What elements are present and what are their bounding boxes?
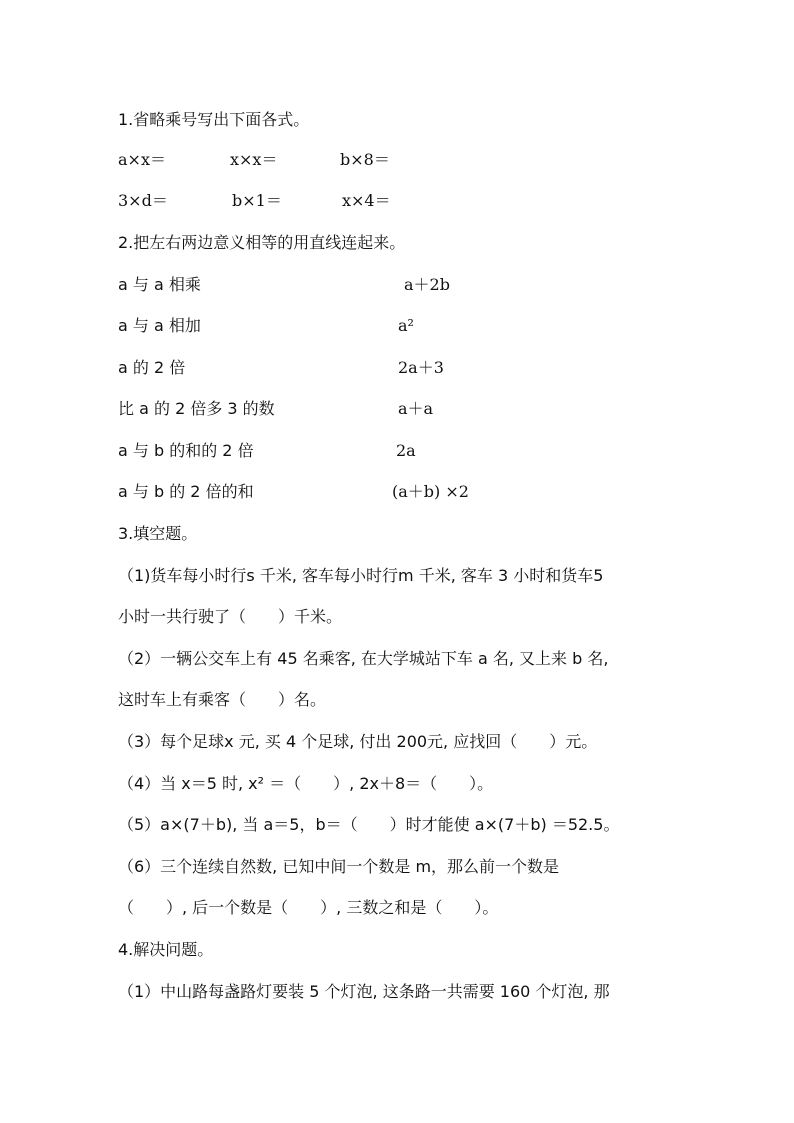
q3-line: （2）一辆公交车上有 45 名乘客, 在大学城站下车 a 名, 又上来 b 名, [118, 649, 609, 668]
q2-left-item: a 与 b 的 2 倍的和 [118, 482, 254, 501]
q1-item: b×8＝ [340, 150, 390, 169]
q2-left-item: 比 a 的 2 倍多 3 的数 [118, 399, 275, 418]
q2-right-item: (a＋b) ×2 [392, 482, 469, 501]
q1-item: b×1＝ [232, 191, 282, 210]
q3-line: 小时一共行驶了（ ）千米。 [118, 607, 343, 626]
q4-line: （1）中山路每盏路灯要装 5 个灯泡, 这条路一共需要 160 个灯泡, 那 [118, 982, 610, 1001]
q1-item: a×x＝ [118, 150, 166, 169]
q2-right-item: 2a＋3 [398, 358, 444, 377]
q2-right-item: 2a [396, 441, 416, 460]
q1-item: 3×d＝ [118, 191, 168, 210]
q2-right-item: a² [398, 316, 414, 335]
q2-left-item: a 与 a 相加 [118, 316, 201, 335]
q3-line: （4）当 x＝5 时, x² ＝（ ）, 2x＋8＝（ ）。 [118, 774, 494, 793]
q2-left-item: a 与 b 的和的 2 倍 [118, 441, 254, 460]
q2-left-item: a 的 2 倍 [118, 358, 186, 377]
q3-line: （6）三个连续自然数, 已知中间一个数是 m，那么前一个数是 [118, 857, 560, 876]
q3-line: （1)货车每小时行s 千米, 客车每小时行m 千米, 客车 3 小时和货车5 [118, 566, 604, 585]
q3-line: （ ）, 后一个数是（ ）, 三数之和是（ ）。 [118, 898, 499, 917]
q3-line: （3）每个足球x 元, 买 4 个足球, 付出 200元, 应找回（ ）元。 [118, 732, 598, 751]
section-1-heading: 1.省略乘号写出下面各式。 [118, 110, 310, 129]
section-3-heading: 3.填空题。 [118, 524, 198, 543]
q3-line: （5）a×(7＋b), 当 a＝5，b＝（ ）时才能使 a×(7＋b) ＝52.5。 [118, 815, 620, 834]
q1-item: x×x＝ [230, 150, 278, 169]
q2-right-item: a＋a [398, 399, 434, 418]
q3-line: 这时车上有乘客（ ）名。 [118, 690, 327, 709]
q1-item: x×4＝ [342, 191, 391, 210]
q2-right-item: a＋2b [404, 275, 450, 294]
q2-left-item: a 与 a 相乘 [118, 275, 201, 294]
section-4-heading: 4.解决问题。 [118, 940, 214, 959]
section-2-heading: 2.把左右两边意义相等的用直线连起来。 [118, 233, 406, 252]
